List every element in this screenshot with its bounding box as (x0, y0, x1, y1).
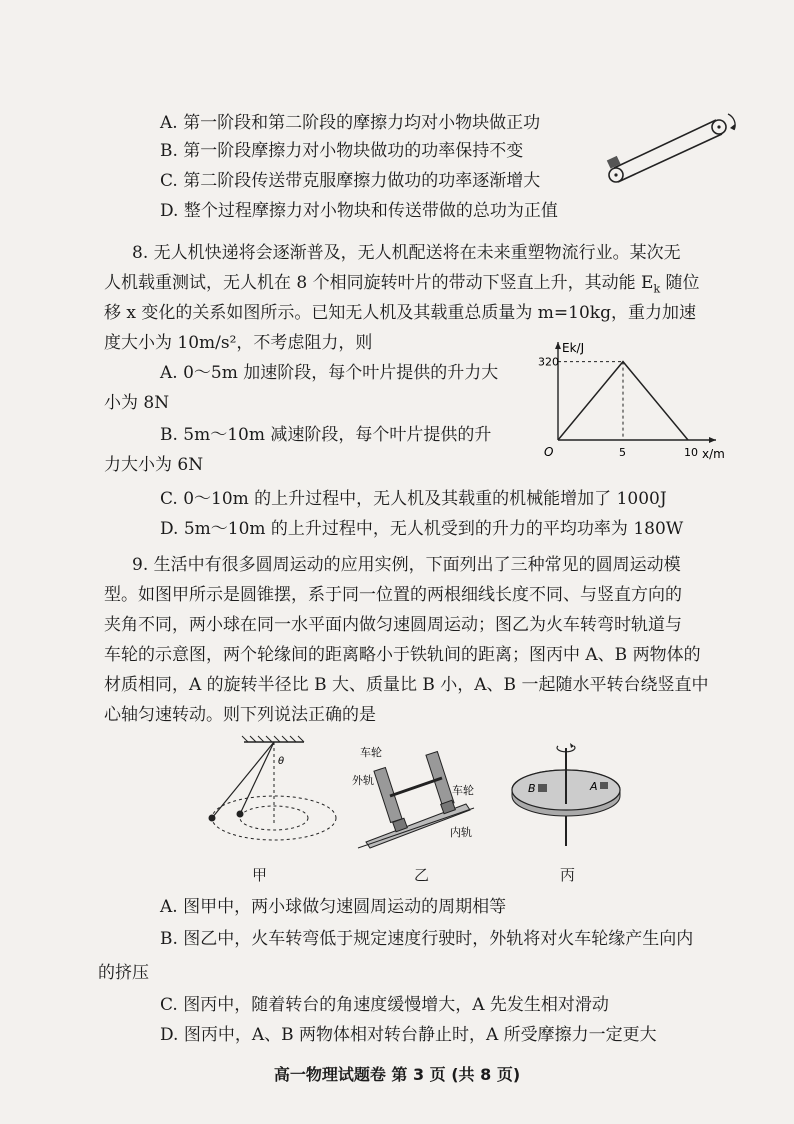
figure-bing-turntable (508, 734, 628, 854)
q8-option-b-line-1: B. 5m～10m 减速阶段，每个叶片提供的升 (160, 425, 492, 445)
q9-stem-line-6: 心轴匀速转动。则下列说法正确的是 (104, 705, 376, 725)
q9-option-a: A. 图甲中，两小球做匀速圆周运动的周期相等 (160, 897, 507, 917)
q9-option-d: D. 图丙中，A、B 两物体相对转台静止时，A 所受摩擦力一定更大 (160, 1025, 657, 1045)
ek-x-chart (536, 338, 736, 468)
figure-yi-label: 乙 (414, 866, 430, 884)
chart-marks (538, 356, 698, 459)
q8-option-b-line-2: 力大小为 6N (104, 455, 204, 475)
x-tick-label: 5 (619, 446, 626, 459)
q8-option-a-line-2: 小为 8N (104, 393, 170, 413)
y-tick-label: 320 (538, 355, 559, 369)
q7-option-a: A. 第一阶段和第二阶段的摩擦力均对小物块做正功 (160, 113, 541, 133)
label-A: A (590, 780, 598, 793)
label-B: B (528, 782, 536, 795)
q7-option-c: C. 第二阶段传送带克服摩擦力做功的功率逐渐增大 (160, 171, 541, 191)
y-axis-label: Ek/J (562, 341, 585, 355)
x-axis-arrow (709, 437, 716, 443)
q9-option-b-line-2: 的挤压 (98, 963, 149, 983)
figure-jia-conical-pendulum (200, 734, 340, 864)
q8-option-d: D. 5m～10m 的上升过程中，无人机受到的升力的平均功率为 180W (160, 519, 684, 539)
q9-stem-line-1: 9. 生活中有很多圆周运动的应用实例，下面列出了三种常见的圆周运动模 (132, 555, 681, 575)
q9-option-c: C. 图丙中，随着转台的角速度缓慢增大，A 先发生相对滑动 (160, 995, 609, 1015)
q9-option-b-line-1: B. 图乙中，火车转弯低于规定速度行驶时，外轨将对火车轮缘产生向内 (160, 929, 694, 949)
q9-stem-line-3: 夹角不同，两小球在同一水平面内做匀速圆周运动；图乙为火车转弯时轨道与 (104, 615, 682, 635)
q9-stem-line-5: 材质相同，A 的旋转半径比 B 大、质量比 B 小，A、B 一起随水平转台绕竖直中 (104, 675, 709, 695)
conveyor-belt-diagram (607, 114, 735, 182)
x-tick-label: 10 (684, 446, 698, 459)
q8-stem-line-1: 8. 无人机快递将会逐渐普及，无人机配送将在未来重塑物流行业。某次无 (132, 243, 681, 263)
page-footer: 高一物理试题卷 第 3 页 (共 8 页) (273, 1065, 521, 1084)
q8-option-c: C. 0～10m 的上升过程中，无人机及其载重的机械能增加了 1000J (160, 489, 667, 509)
q8-option-a-line-1: A. 0～5m 加速阶段，每个叶片提供的升力大 (160, 363, 499, 383)
q9-stem-line-4: 车轮的示意图，两个轮缘间的距离略小于铁轨间的距离；图丙中 A、B 两物体的 (104, 645, 701, 665)
x-axis-label: x/m (702, 447, 725, 461)
label-waigui: 外轨 (352, 774, 374, 787)
theta-label: θ (278, 756, 285, 767)
q7-option-d: D. 整个过程摩擦力对小物块和传送带做的总功为正值 (160, 201, 558, 221)
q8-stem-line-4: 度大小为 10m/s²，不考虑阻力，则 (104, 333, 373, 353)
q8-stem-line-3: 移 x 变化的关系如图所示。已知无人机及其载重总质量为 m=10kg，重力加速 (104, 303, 696, 323)
figure-bing-label: 丙 (560, 866, 576, 884)
q9-stem-line-2: 型。如图甲所示是圆锥摆，系于同一位置的两根细线长度不同、与竖直方向的 (104, 585, 682, 605)
label-chelun-right: 车轮 (452, 784, 474, 797)
q8-stem-line-2: 人机载重测试，无人机在 8 个相同旋转叶片的带动下竖直上升，其动能 $E_k$ 随位 (104, 273, 700, 296)
q7-option-b: B. 第一阶段摩擦力对小物块做功的功率保持不变 (160, 141, 524, 161)
figure-yi-train-wheels (350, 744, 480, 854)
label-chelun-left: 车轮 (360, 746, 382, 759)
conveyor-belt-figure (596, 110, 746, 200)
origin-label: O (544, 445, 554, 459)
figure-jia-label: 甲 (252, 866, 268, 884)
y-axis-arrow (555, 342, 561, 349)
label-neigui: 内轨 (450, 826, 472, 839)
